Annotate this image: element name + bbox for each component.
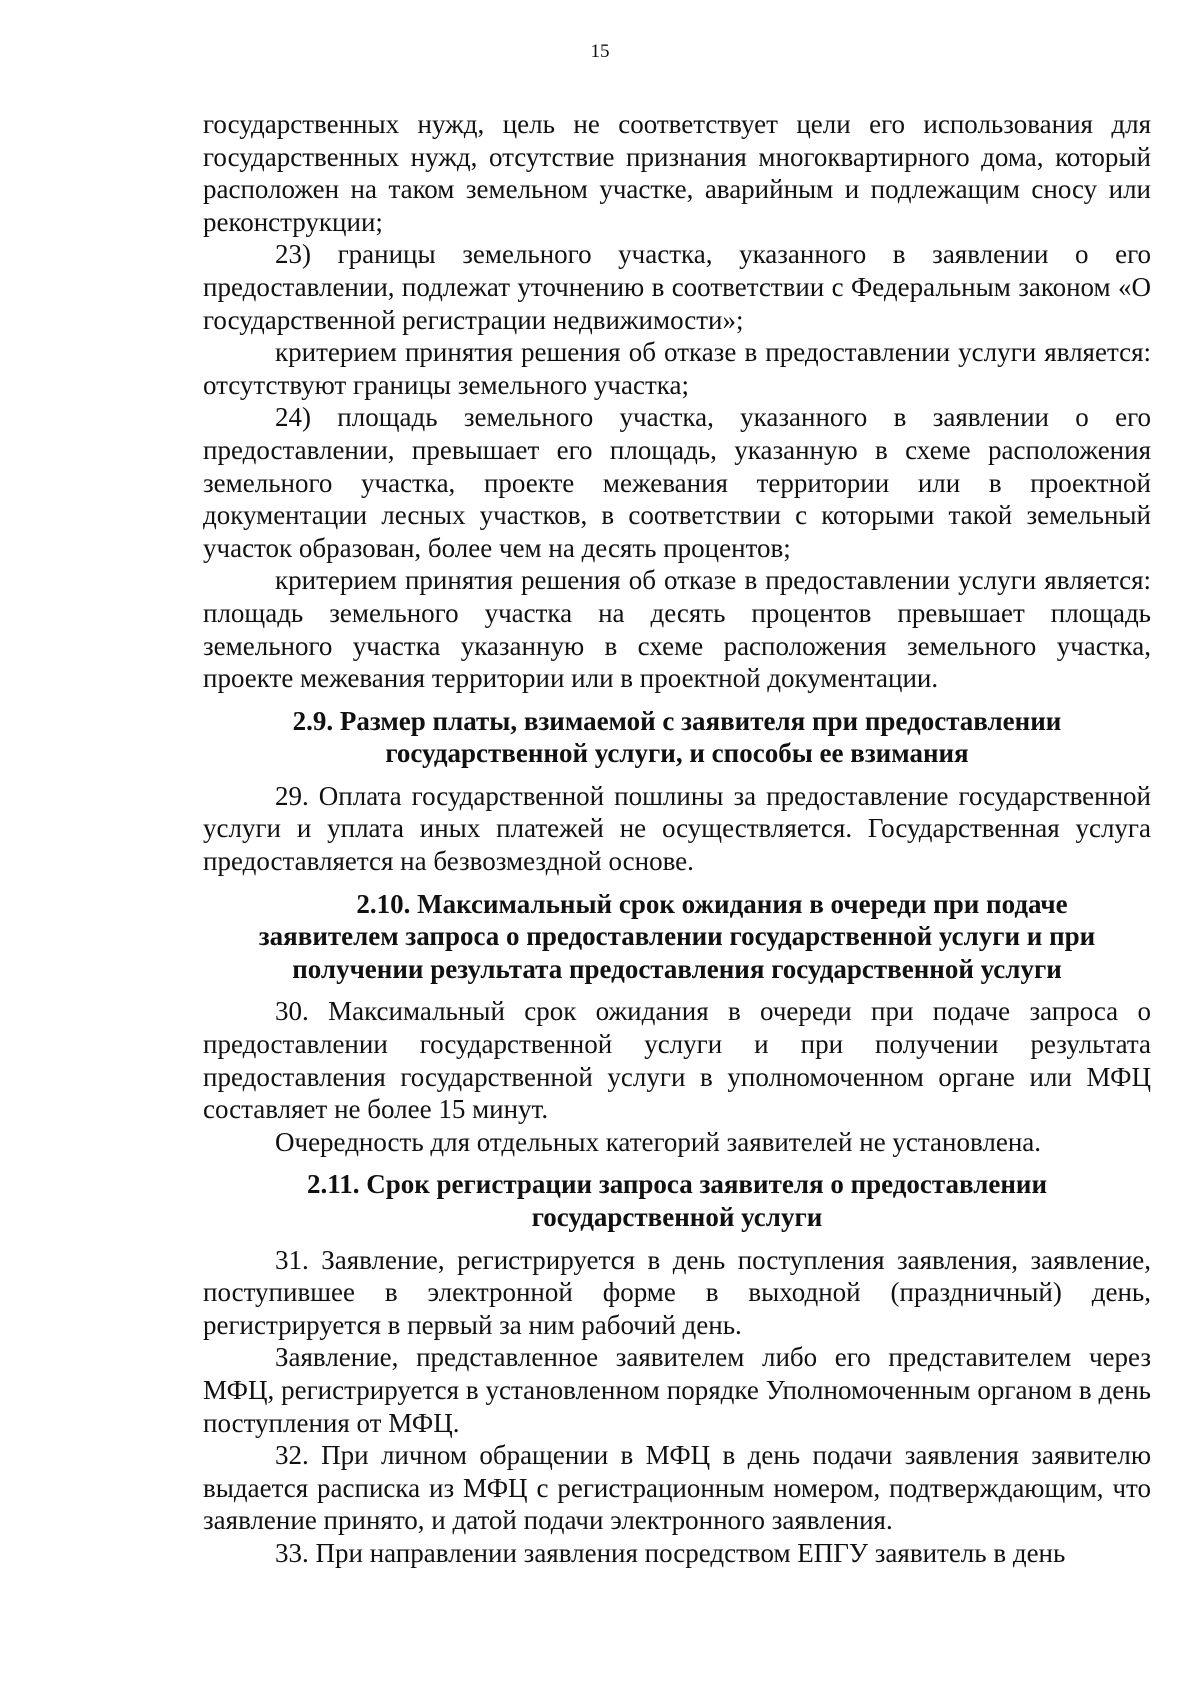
section-heading-2-9-line-2: государственной услуги, и способы ее взимания [385, 738, 969, 769]
paragraph-30-queue: Очередность для отдельных категорий заявителей не установлена. [275, 1126, 1042, 1157]
paragraph-31: 31. Заявление, регистрируется в день поступления заявления, заявление, поступившее в электронной форме в выходной (праздничный) день, регистрируется в первый за ним рабочий день. [203, 1244, 1151, 1340]
paragraph-criterion-24: критерием принятия решения об отказе в предоставлении услуги является: площадь земельного участка на десять процентов превышает площадь земельного участка указанную в схеме расположения земельного участка, проекте межевания территории или в проектной документации. [203, 565, 1151, 694]
page-number: 15 [590, 41, 610, 62]
paragraph-item-23: 23) границы земельного участка, указанного в заявлении о его предоставлении, подлежат уточнению в соответствии с Федеральным законом «О государственной регистрации недвижимости»; [203, 239, 1151, 335]
paragraph-item-24: 24) площадь земельного участка, указанного в заявлении о его предоставлении, превышает его площадь, указанную в схеме расположения земельного участка, проекте межевания территории или в проектной документации лесных участков, в соответствии с которыми такой земельный участок образован, более чем на десять процентов; [203, 402, 1151, 563]
paragraph-33: 33. При направлении заявления посредством ЕПГУ заявитель в день [275, 1537, 1066, 1568]
section-heading-2-11-line-1: 2.11. Срок регистрации запроса заявителя о предоставлении [306, 1169, 1048, 1200]
section-heading-2-10-line-1: 2.10. Максимальный срок ожидания в очереди при подаче [356, 888, 1068, 919]
paragraph-32: 32. При личном обращении в МФЦ в день подачи заявления заявителю выдается расписка из МФЦ с регистрационным номером, подтверждающим, что заявление принято, и датой подачи электронного заявления. [203, 1440, 1151, 1536]
paragraph-31-mfc: Заявление, представленное заявителем либо его представителем через МФЦ, регистрируется в установленном порядке Уполномоченным органом в день поступления от МФЦ. [203, 1342, 1151, 1438]
paragraph-29: 29. Оплата государственной пошлины за предоставление государственной услуги и уплата иных платежей не осуществляется. Государственная услуга предоставляется на безвозмездной основе. [203, 780, 1151, 877]
paragraph-continuation: государственных нужд, цель не соответствует цели его использования для государственных нужд, отсутствие признания многоквартирного дома, который расположен на таком земельном участке, аварийным и подлежащим сносу или реконструкции; [203, 109, 1151, 237]
paragraph-criterion-23: критерием принятия решения об отказе в предоставлении услуги является: отсутствуют границы земельного участка; [203, 337, 1151, 400]
section-heading-2-10-line-2: заявителем запроса о предоставлении государственной услуги и при [258, 921, 1096, 952]
section-heading-2-11-line-2: государственной услуги [531, 1202, 823, 1232]
section-heading-2-10 [203, 888, 1151, 986]
section-heading-2-9 [203, 705, 1151, 770]
section-heading-2-10-line-3: получении результата предоставления государственной услуги [292, 953, 1062, 984]
section-heading-2-11 [203, 1168, 1151, 1233]
document-body [203, 108, 1151, 1570]
section-heading-2-9-line-1: 2.9. Размер платы, взимаемой с заявителя при предоставлении [292, 705, 1062, 736]
paragraph-30: 30. Максимальный срок ожидания в очереди при подаче запроса о предоставлении государственной услуги и при получении результата предоставления государственной услуги в уполномоченном органе или МФЦ составляет не более 15 минут. [203, 996, 1151, 1125]
